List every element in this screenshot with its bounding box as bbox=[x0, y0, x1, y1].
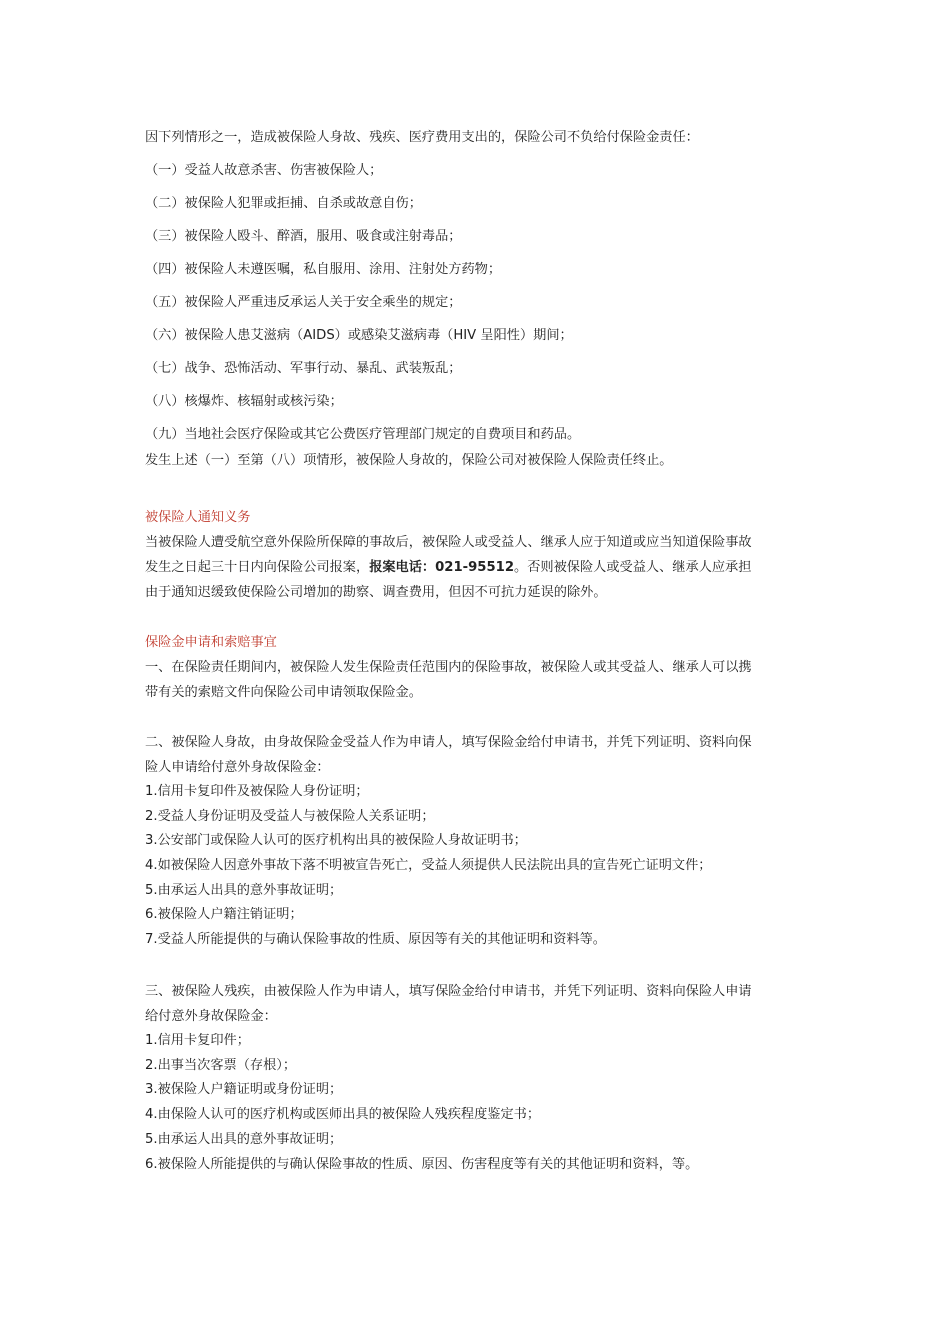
list-item: 3.被保险人户籍证明或身份证明； bbox=[145, 1082, 343, 1097]
claims-paragraph-line: 险人申请给付意外身故保险金： bbox=[145, 760, 330, 775]
list-item: 2.出事当次客票（存根）； bbox=[145, 1058, 297, 1073]
report-phone: 报案电话：021-95512 bbox=[369, 560, 515, 575]
list-item: 1.信用卡复印件； bbox=[145, 1033, 250, 1048]
list-item: 4.由保险人认可的医疗机构或医师出具的被保险人残疾程度鉴定书； bbox=[145, 1107, 541, 1122]
claims-heading: 保险金申请和索赔事宜 bbox=[145, 635, 277, 650]
exclusion-item: （八）核爆炸、核辐射或核污染； bbox=[145, 394, 343, 409]
list-item: 6.被保险人所能提供的与确认保险事故的性质、原因、伤害程度等有关的其他证明和资料，等。 bbox=[145, 1157, 699, 1172]
list-item: 5.由承运人出具的意外事故证明； bbox=[145, 883, 343, 898]
list-item: 3.公安部门或保险人认可的医疗机构出具的被保险人身故证明书； bbox=[145, 833, 527, 848]
exclusions-closing: 发生上述（一）至第（八）项情形，被保险人身故的，保险公司对被保险人保险责任终止。 bbox=[145, 453, 673, 468]
claims-paragraph-line: 二、被保险人身故，由身故保险金受益人作为申请人，填写保险金给付申请书，并凭下列证明、资料向保 bbox=[145, 735, 752, 750]
claims-paragraph-line: 带有关的索赔文件向保险公司申请领取保险金。 bbox=[145, 685, 422, 700]
exclusion-item: （一）受益人故意杀害、伤害被保险人； bbox=[145, 163, 383, 178]
notification-line: 当被保险人遭受航空意外保险所保障的事故后，被保险人或受益人、继承人应于知道或应当知道保险事故 bbox=[145, 535, 752, 550]
list-item: 6.被保险人户籍注销证明； bbox=[145, 907, 303, 922]
list-item: 5.由承运人出具的意外事故证明； bbox=[145, 1132, 343, 1147]
notification-line bbox=[145, 559, 815, 577]
notification-text: 。否则被保险人或受益人、继承人应承担 bbox=[514, 560, 752, 575]
list-item: 4.如被保险人因意外事故下落不明被宣告死亡，受益人须提供人民法院出具的宣告死亡证明文件； bbox=[145, 858, 712, 873]
list-item: 7.受益人所能提供的与确认保险事故的性质、原因等有关的其他证明和资料等。 bbox=[145, 932, 606, 947]
list-item: 1.信用卡复印件及被保险人身份证明； bbox=[145, 784, 369, 799]
list-item: 2.受益人身份证明及受益人与被保险人关系证明； bbox=[145, 809, 435, 824]
notification-heading: 被保险人通知义务 bbox=[145, 510, 251, 525]
exclusion-item: （六）被保险人患艾滋病（AIDS）或感染艾滋病毒（HIV 呈阳性）期间； bbox=[145, 328, 573, 343]
claims-paragraph-line: 三、被保险人残疾，由被保险人作为申请人，填写保险金给付申请书，并凭下列证明、资料向保险人申请 bbox=[145, 984, 752, 999]
claims-paragraph-line: 一、在保险责任期间内，被保险人发生保险责任范围内的保险事故，被保险人或其受益人、继承人可以携 bbox=[145, 660, 752, 675]
exclusion-item: （三）被保险人殴斗、醉酒，服用、吸食或注射毒品； bbox=[145, 229, 462, 244]
notification-text: 发生之日起三十日内向保险公司报案， bbox=[145, 560, 370, 575]
exclusion-item: （九）当地社会医疗保险或其它公费医疗管理部门规定的自费项目和药品。 bbox=[145, 427, 581, 442]
exclusion-item: （七）战争、恐怖活动、军事行动、暴乱、武装叛乱； bbox=[145, 361, 462, 376]
claims-paragraph-line: 给付意外身故保险金： bbox=[145, 1009, 277, 1024]
exclusion-item: （五）被保险人严重违反承运人关于安全乘坐的规定； bbox=[145, 295, 462, 310]
exclusion-item: （四）被保险人未遵医嘱，私自服用、涂用、注射处方药物； bbox=[145, 262, 502, 277]
exclusion-item: （二）被保险人犯罪或拒捕、自杀或故意自伤； bbox=[145, 196, 422, 211]
exclusions-intro: 因下列情形之一，造成被保险人身故、残疾、医疗费用支出的，保险公司不负给付保险金责任： bbox=[145, 130, 699, 145]
notification-line: 由于通知迟缓致使保险公司增加的勘察、调查费用，但因不可抗力延误的除外。 bbox=[145, 585, 607, 600]
